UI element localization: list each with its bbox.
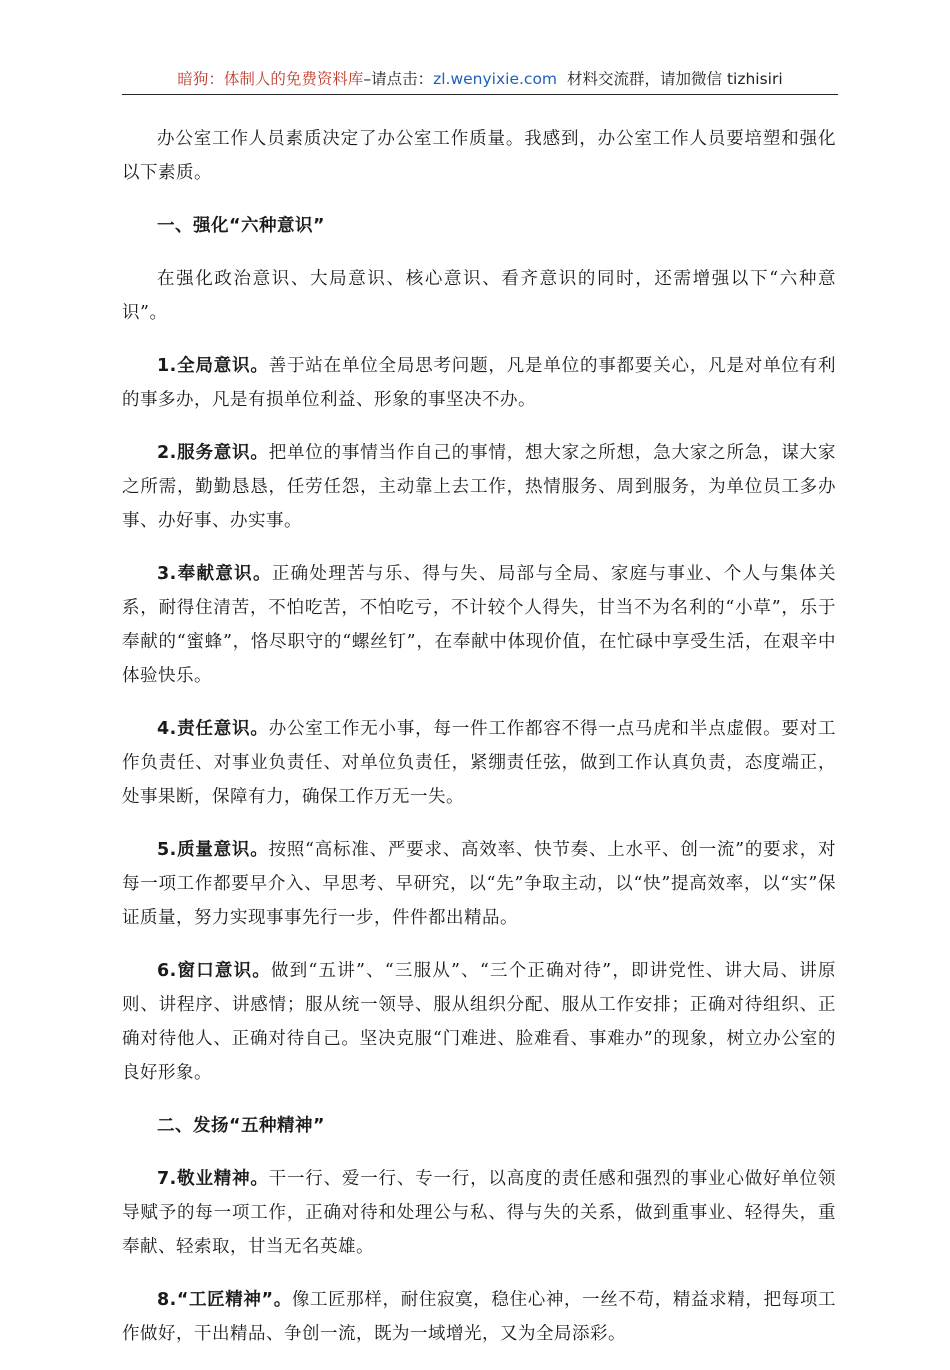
item-lead: 5.质量意识。 xyxy=(157,840,269,860)
item-text: 像工匠那样，耐住寂寞，稳住心神，一丝不苟，精益求精，把每项工作做好，干出精品、争创一流，既为一域增光，又为全局添彩。 xyxy=(122,1290,837,1344)
item-text: 把单位的事情当作自己的事情，想大家之所想，急大家之所急，谋大家之所需，勤勤恳恳，任劳任怨，主动靠上去工作，热情服务、周到服务，为单位员工多办事、办好事、办实事。 xyxy=(122,443,836,531)
item-text: 善于站在单位全局思考问题，凡是单位的事都要关心，凡是对单位有利的事多办，凡是有损单位利益、形象的事坚决不办。 xyxy=(122,356,836,410)
item-paragraph xyxy=(122,1283,836,1351)
item-lead: 7.敬业精神。 xyxy=(157,1169,269,1189)
page-header xyxy=(122,68,838,95)
item-paragraph xyxy=(122,1162,836,1264)
item-paragraph xyxy=(122,557,836,693)
header-brand: 暗狗：体制人的免费资料库 xyxy=(177,70,364,88)
item-text: 干一行、爱一行、专一行，以高度的责任感和强烈的事业心做好单位领导赋予的每一项工作，正确对待和处理公与私、得与失的关系，做到重事业、轻得失，重奉献、轻索取，甘当无名英雄。 xyxy=(122,1169,836,1257)
item-lead: 8.“工匠精神”。 xyxy=(157,1290,292,1310)
item-lead: 4.责任意识。 xyxy=(157,719,269,739)
item-lead: 6.窗口意识。 xyxy=(157,961,272,981)
item-lead: 2.服务意识。 xyxy=(157,443,269,463)
header-wechat-note: 材料交流群，请加微信 tizhisiri xyxy=(567,70,783,88)
item-paragraph xyxy=(122,833,836,935)
item-lead: 3.奉献意识。 xyxy=(157,564,272,584)
section2-heading: 二、发扬“五种精神” xyxy=(157,1116,326,1136)
item-text: 办公室工作无小事，每一件工作都容不得一点马虎和半点虚假。要对工作负责任、对事业负责任、对单位负责任，紧绷责任弦，做到工作认真负责，态度端正，处事果断，保障有力，确保工作万无一失。 xyxy=(122,719,836,807)
item-paragraph xyxy=(122,954,836,1090)
item-text: 按照“高标准、严要求、高效率、快节奏、上水平、创一流”的要求，对每一项工作都要早介入、早思考、早研究，以“先”争取主动，以“快”提高效率，以“实”保证质量，努力实现事事先行一步，件件都出精品。 xyxy=(122,840,836,928)
item-paragraph xyxy=(122,436,836,538)
item-text: 做到“五讲”、“三服从”、“三个正确对待”，即讲党性、讲大局、讲原则、讲程序、讲感情；服从统一领导、服从组织分配、服从工作安排；正确对待组织、正确对待他人、正确对待自己。坚决克服“门难进、脸难看、事难办”的现象，树立办公室的良好形象。 xyxy=(122,961,836,1083)
item-text: 正确处理苦与乐、得与失、局部与全局、家庭与事业、个人与集体关系，耐得住清苦，不怕吃苦，不怕吃亏，不计较个人得失，甘当不为名利的“小草”，乐于奉献的“蜜蜂”，恪尽职守的“螺丝钉”，在奉献中体现价值，在忙碌中享受生活，在艰辛中体验快乐。 xyxy=(122,564,836,686)
item-paragraph xyxy=(122,712,836,814)
document-body xyxy=(122,122,836,1370)
item-lead: 1.全局意识。 xyxy=(157,356,269,376)
intro-paragraph: 办公室工作人员素质决定了办公室工作质量。我感到，办公室工作人员要培塑和强化以下素质。 xyxy=(122,129,836,183)
section1-intro: 在强化政治意识、大局意识、核心意识、看齐意识的同时，还需增强以下“六种意识”。 xyxy=(122,269,836,323)
header-click-prompt: –请点击： xyxy=(363,70,434,88)
section1-heading: 一、强化“六种意识” xyxy=(157,216,326,236)
header-link[interactable]: zl.wenyixie.com xyxy=(433,70,558,88)
item-paragraph xyxy=(122,349,836,417)
